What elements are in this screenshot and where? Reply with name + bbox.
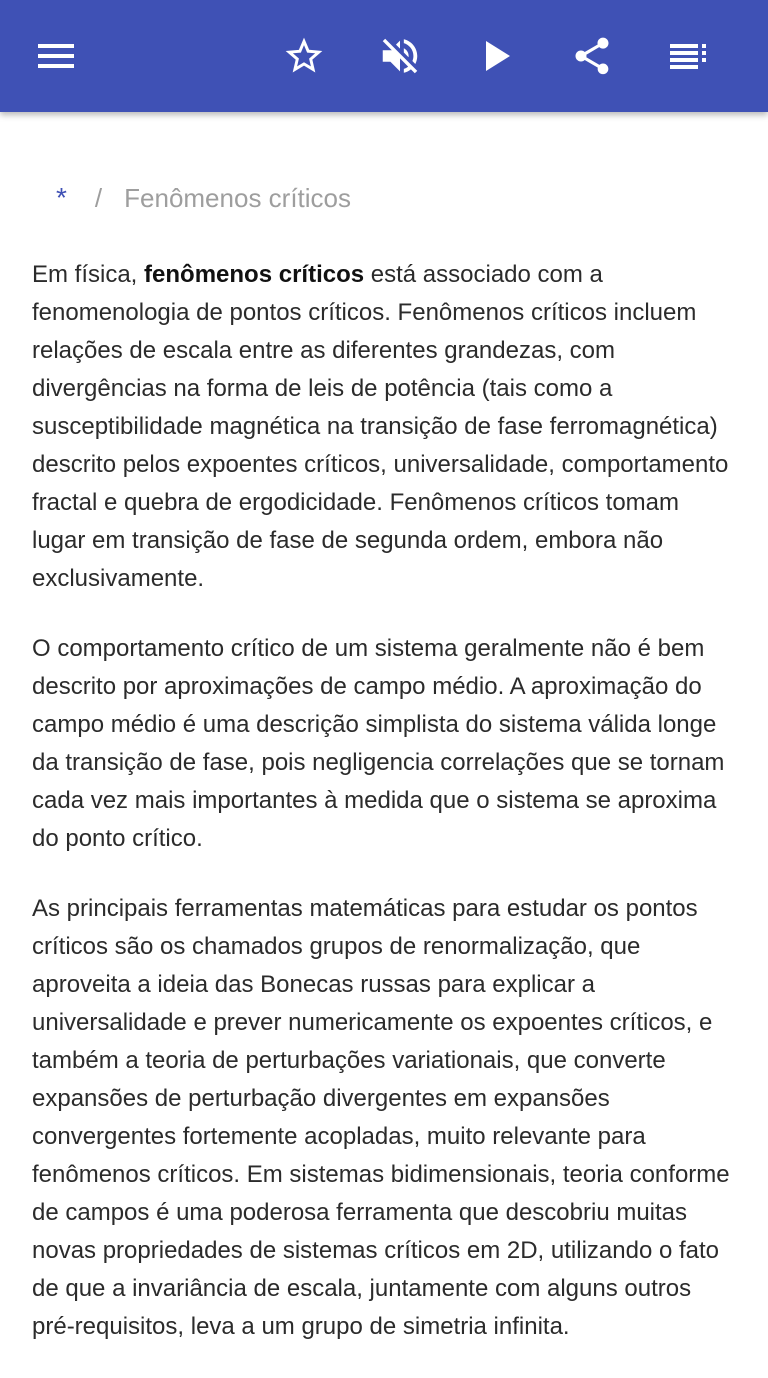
article-body bbox=[32, 256, 738, 1378]
star-outline-icon bbox=[282, 34, 326, 78]
play-icon bbox=[482, 39, 514, 73]
article-paragraph bbox=[32, 256, 738, 598]
paragraph-text: Em física, bbox=[32, 261, 145, 288]
article-term: fenômenos críticos bbox=[144, 261, 365, 288]
mute-button[interactable] bbox=[360, 16, 440, 96]
breadcrumb-separator: / bbox=[94, 183, 103, 213]
breadcrumb-home-link[interactable]: * bbox=[56, 182, 67, 213]
article-paragraph: As principais ferramentas matemáticas para estudar os pontos críticos são os chamados grupos de renormalização, que aproveita a ideia das Bonecas russas para explicar a universalidade e prever numericamente os expoentes críticos, e também a teoria de perturbações variationais, que converte expansões de perturbação divergentes em expansões convergentes fortemente acopladas, muito relevante para fenômenos críticos. Em sistemas bidimensionais, teoria conforme de campos é uma poderosa ferramenta que descobriu muitas novas propriedades de sistemas críticos em 2D, utilizando o fato de que a invariância de escala, juntamente com alguns outros pré-requisitos, leva a um grupo de simetria infinita. bbox=[32, 895, 730, 1340]
list-icon bbox=[668, 41, 708, 71]
breadcrumb-current: Fenômenos críticos bbox=[124, 183, 352, 213]
share-button[interactable] bbox=[552, 16, 632, 96]
play-button[interactable] bbox=[458, 16, 538, 96]
app-toolbar bbox=[0, 0, 768, 112]
favorite-button[interactable] bbox=[264, 16, 344, 96]
article-paragraph: O comportamento crítico de um sistema geralmente não é bem descrito por aproximações de campo médio. A aproximação do campo médio é uma descrição simplista do sistema válida longe da transição de fase, pois negligencia correlações que se tornam cada vez mais importantes à medida que o sistema se aproxima do ponto crítico. bbox=[32, 635, 725, 852]
breadcrumb bbox=[56, 182, 351, 214]
volume-off-icon bbox=[377, 33, 423, 79]
contents-list-button[interactable] bbox=[648, 16, 728, 96]
menu-button[interactable] bbox=[16, 16, 96, 96]
share-icon bbox=[570, 34, 614, 78]
article-content bbox=[0, 112, 768, 1340]
hamburger-menu-icon bbox=[36, 41, 76, 71]
paragraph-text: está associado com a fenomenologia de pontos críticos. Fenômenos críticos incluem relações de escala entre as diferentes grandezas, com divergências na forma de leis de potência (tais como a susceptibilidade magnética na transição de fase ferromagnética) descrito pelos expoentes críticos, universalidade, comportamento fractal e quebra de ergodicidade. Fenômenos críticos tomam lugar em transição de fase de segunda ordem, embora não exclusivamente. bbox=[32, 261, 729, 592]
